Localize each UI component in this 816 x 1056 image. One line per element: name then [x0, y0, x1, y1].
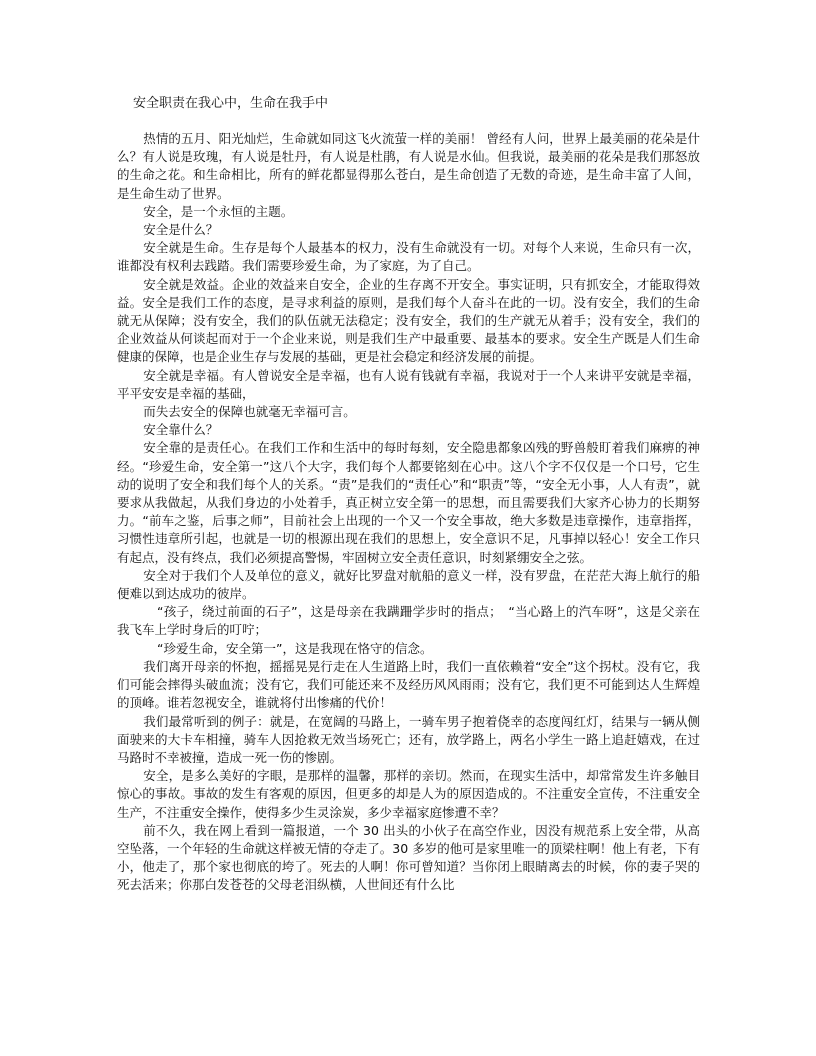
paragraph: 安全就是效益。企业的效益来自安全，企业的生存离不开安全。事实证明，只有抓安全，才能取得效益。安全是我们工作的态度，是寻求利益的原则，是我们每个人奋斗在此的一切。没有安全，我们的生命就无从保障；没有安全，我们的队伍就无法稳定；没有安全，我们的生产就无从着手；没有安全，我们的企业效益从何谈起而对于一个企业来说，则是我们生产中最重要、最基本的要求。安全生产既是人们生命健康的保障，也是企业生存与发展的基础，更是社会稳定和经济发展的前提。 [117, 276, 700, 365]
paragraph: 安全，是多么美好的字眼，是那样的温馨，那样的亲切。然而，在现实生活中，却常常发生许多触目惊心的事故。事故的发生有客观的原因，但更多的却是人为的原因造成的。不注重安全宣传，不注重安全生产，不注重安全操作，使得多少生灵涂炭，多少幸福家庭惨遭不幸？ [117, 768, 700, 820]
paragraph: 安全对于我们个人及单位的意义，就好比罗盘对航船的意义一样，没有罗盘，在茫茫大海上航行的船便难以到达成功的彼岸。 [117, 567, 700, 602]
paragraph: 安全就是生命。生存是每个人最基本的权力，没有生命就没有一切。对每个人来说，生命只有一次，谁都没有权利去践踏。我们需要珍爱生命，为了家庭，为了自己。 [117, 240, 700, 274]
paragraph: “孩子，绕过前面的石子”，这是母亲在我蹒跚学步时的指点； “当心路上的汽车呀”，这是父亲在我飞车上学时身后的叮咛； [117, 604, 700, 638]
paragraph: 而失去安全的保障也就毫无幸福可言。 [143, 404, 356, 420]
paragraph: “珍爱生命，安全第一”，这是我现在恪守的信念。 [157, 640, 433, 656]
paragraph: 热情的五月、阳光灿烂，生命就如同这飞火流萤一样的美丽！ 曾经有人问，世界上最美丽的花朵是什么？有人说是玫瑰，有人说是牡丹，有人说是杜鹃，有人说是水仙。但我说，最美丽的花朵是我们那怒放的生命之花。和生命相比，所有的鲜花都显得那么苍白，是生命创造了无数的奇迹，是生命丰富了人间，是生命生动了世界。 [117, 131, 700, 201]
paragraph: 安全靠什么？ [143, 422, 219, 438]
document-body [117, 130, 700, 895]
paragraph: 安全靠的是责任心。在我们工作和生活中的每时每刻，安全隐患都象凶残的野兽般盯着我们麻痹的神经。“珍爱生命，安全第一”这八个大字，我们每个人都要铭刻在心中。这八个字不仅仅是一个口号，它生动的说明了安全和我们每个人的关系。“责”是我们的“责任心”和“职责”等，“安全无小事，人人有责”，就要求从我做起，从我们身边的小处着手，真正树立安全第一的思想，而且需要我们大家齐心协力的长期努力。“前车之鉴，后事之师”，目前社会上出现的一个又一个安全事故，绝大多数是违章操作，违章指挥，习惯性违章所引起，也就是一切的根源出现在我们的思想上，安全意识不足，凡事掉以轻心！安全工作只有起点，没有终点，我们必须提高警惕，牢固树立安全责任意识，时刻紧绷安全之弦。 [117, 440, 700, 565]
document-title: 安全职责在我心中，生命在我手中 [133, 96, 329, 111]
paragraph: 安全就是幸福。有人曾说安全是幸福，也有人说有钱就有幸福，我说对于一个人来讲平安就是幸福，平平安安是幸福的基础， [117, 367, 700, 401]
paragraph: 安全，是一个永恒的主题。 [143, 203, 294, 219]
paragraph: 我们最常听到的例子：就是，在宽阔的马路上，一骑车男子抱着侥幸的态度闯红灯，结果与一辆从侧面驶来的大卡车相撞，骑车人因抢救无效当场死亡；还有，放学路上，两名小学生一路上追赶嬉戏，在过马路时不幸被撞，造成一死一伤的惨剧。 [117, 713, 700, 765]
paragraph: 安全是什么？ [143, 222, 219, 238]
paragraph: 前不久，我在网上看到一篇报道，一个 30 出头的小伙子在高空作业，因没有规范系上安全带，从高空坠落，一个年轻的生命就这样被无情的夺走了。30 多岁的他可是家里唯一的顶梁柱啊！他上有老，下有小，他走了，那个家也彻底的垮了。死去的人啊！你可曾知道？当你闭上眼睛离去的时候，你的妻子哭的死去活来；你那白发苍苍的父母老泪纵横，人世间还有什么比 [117, 822, 700, 893]
paragraph: 我们离开母亲的怀抱，摇摇晃晃行走在人生道路上时，我们一直依赖着“安全”这个拐杖。没有它，我们可能会摔得头破血流；没有它，我们可能还来不及经历风风雨雨；没有它，我们更不可能到达人生辉煌的顶峰。谁若忽视安全，谁就将付出惨痛的代价！ [117, 658, 700, 711]
